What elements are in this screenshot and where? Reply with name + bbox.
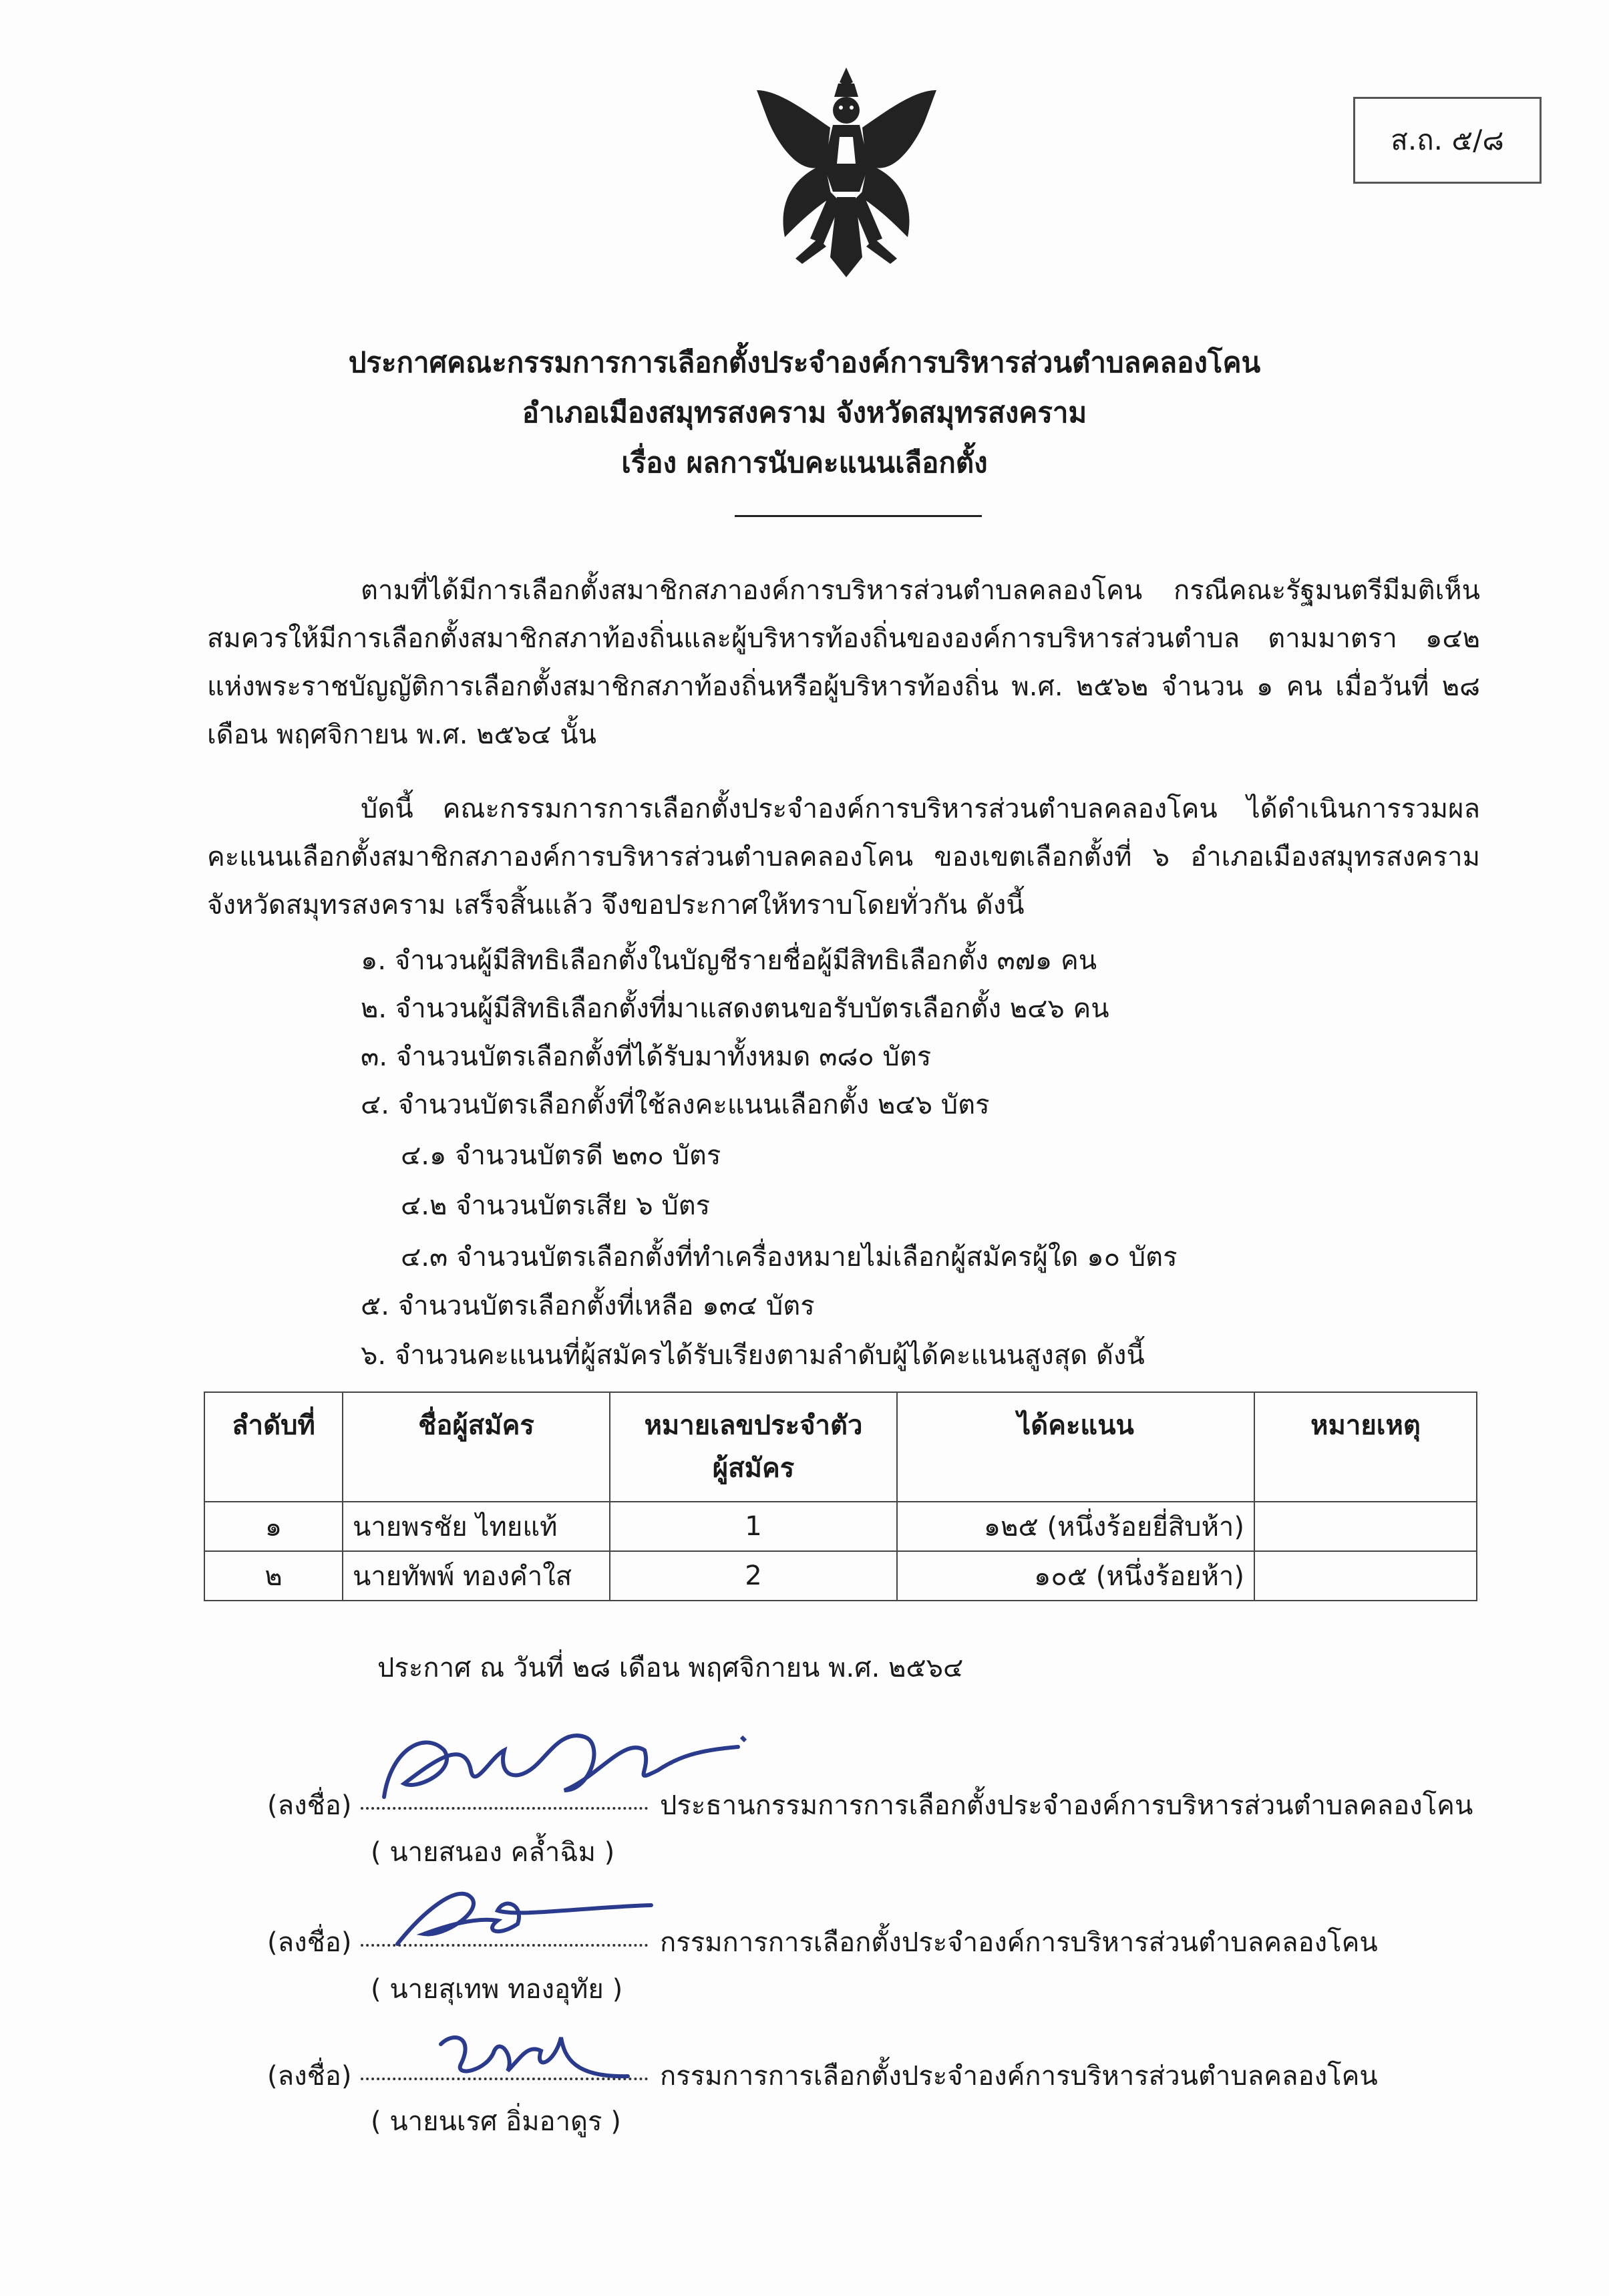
sign-name-2: ( นายสุเทพ ทองอุทัย ) [371,1974,623,2005]
sign-label-1: (ลงชื่อ) [267,1790,352,1821]
cell-votes: ๑๒๕ (หนึ่งร้อยยี่สิบห้า) [897,1502,1254,1551]
results-table-grid [204,1391,1477,1601]
header-candidate-number-line2: ผู้สมัคร [712,1453,795,1484]
cell-remark [1254,1502,1477,1551]
sign-role-3: กรรมการการเลือกตั้งประจำองค์การบริหารส่วนตำบลคลองโคน [660,2061,1378,2092]
announcement-date: ประกาศ ณ วันที่ ๒๘ เดือน พฤศจิกายน พ.ศ. ๒๕๖๔ [377,1653,964,1683]
cell-order: ๒ [204,1551,343,1601]
header-candidate-number [610,1392,897,1502]
document-code-box [1353,97,1542,184]
item-3: ๓. จำนวนบัตรเลือกตั้งที่ได้รับมาทั้งหมด ๓๘๐ บัตร [361,1041,932,1072]
table-header-row [204,1392,1477,1502]
paragraph-1 [207,566,1480,759]
garuda-emblem-icon [751,63,942,284]
header-remarks: หมายเหตุ [1254,1392,1477,1502]
item-4-1: ๔.๑ จำนวนบัตรดี ๒๓๐ บัตร [401,1140,721,1171]
header-order: ลำดับที่ [204,1392,343,1502]
cell-name: นายทัพพ์ ทองคำใส [343,1551,610,1601]
heading-rule [735,515,982,517]
cell-votes: ๑๐๕ (หนึ่งร้อยห้า) [897,1551,1254,1601]
signature-2-icon [384,1870,665,1957]
item-4-3: ๔.๓ จำนวนบัตรเลือกตั้งที่ทำเครื่องหมายไม่เลือกผู้สมัครผู้ใด ๑๐ บัตร [401,1242,1178,1273]
paragraph-2 [207,785,1480,929]
heading-line-1: ประกาศคณะกรรมการการเลือกตั้งประจำองค์การบริหารส่วนตำบลคลองโคน [348,346,1261,379]
cell-name: นายพรชัย ไทยแท้ [343,1502,610,1551]
sign-label-2: (ลงชื่อ) [267,1927,352,1958]
heading-line-3: เรื่อง ผลการนับคะแนนเลือกตั้ง [621,446,988,479]
header-votes: ได้คะแนน [897,1392,1254,1502]
sign-name-1: ( นายสนอง คล้ำฉิม ) [371,1837,615,1868]
sign-name-3: ( นายนเรศ อิ่มอาดูร ) [371,2106,621,2137]
item-4-2: ๔.๒ จำนวนบัตรเสีย ๖ บัตร [401,1190,711,1221]
heading-line-2: อำเภอเมืองสมุทรสงคราม จังหวัดสมุทรสงคราม [522,396,1087,429]
item-6: ๖. จำนวนคะแนนที่ผู้สมัครได้รับเรียงตามลำดับผู้ได้คะแนนสูงสุด ดังนี้ [361,1340,1145,1371]
table-row [204,1502,1477,1551]
sign-label-3: (ลงชื่อ) [267,2061,352,2092]
table-row [204,1551,1477,1601]
sign-role-2: กรรมการการเลือกตั้งประจำองค์การบริหารส่วนตำบลคลองโคน [660,1927,1378,1958]
cell-order: ๑ [204,1502,343,1551]
cell-number: 2 [610,1551,897,1601]
cell-number: 1 [610,1502,897,1551]
item-2: ๒. จำนวนผู้มีสิทธิเลือกตั้งที่มาแสดงตนขอรับบัตรเลือกตั้ง ๒๔๖ คน [361,993,1109,1024]
cell-remark [1254,1551,1477,1601]
document-code: ส.ถ. ๕/๘ [1391,124,1504,156]
header-candidate-name: ชื่อผู้สมัคร [343,1392,610,1502]
item-5: ๕. จำนวนบัตรเลือกตั้งที่เหลือ ๑๓๔ บัตร [361,1291,815,1321]
sign-role-1: ประธานกรรมการการเลือกตั้งประจำองค์การบริหารส่วนตำบลคลองโคน [660,1790,1473,1821]
item-4: ๔. จำนวนบัตรเลือกตั้งที่ใช้ลงคะแนนเลือกตั้ง ๒๔๖ บัตร [361,1090,990,1120]
paragraph-1-text: ตามที่ได้มีการเลือกตั้งสมาชิกสภาองค์การบริหารส่วนตำบลคลองโคน กรณีคณะรัฐมนตรีมีมติเห็นสมควรให้มีการเลือกตั้งสมาชิกสภาท้องถิ่นและผู้บริหารท้องถิ่นขององค์การบริหารส่วนตำบล ตามมาตรา ๑๔๒ แห่งพระราชบัญญัติการเลือกตั้งสมาชิกสภาท้องถิ่นหรือผู้บริหารท้องถิ่น พ.ศ. ๒๕๖๒ จำนวน ๑ คน เมื่อวันที่ ๒๘ เดือน พฤศจิกายน พ.ศ. ๒๕๖๔ นั้น [207,575,1480,750]
header-candidate-number-line1: หมายเลขประจำตัว [644,1410,863,1441]
item-1: ๑. จำนวนผู้มีสิทธิเลือกตั้งในบัญชีรายชื่อผู้มีสิทธิเลือกตั้ง ๓๗๑ คน [361,945,1097,976]
signature-3-icon [427,2017,641,2091]
paragraph-2-text: บัดนี้ คณะกรรมการการเลือกตั้งประจำองค์การบริหารส่วนตำบลคลองโคน ได้ดำเนินการรวมผลคะแนนเลือกตั้งสมาชิกสภาองค์การบริหารส่วนตำบลคลองโคน ของเขตเลือกตั้งที่ ๖ อำเภอเมืองสมุทรสงคราม จังหวัดสมุทรสงคราม เสร็จสิ้นแล้ว จึงขอประกาศให้ทราบโดยทั่วกัน ดังนี้ [207,794,1480,921]
